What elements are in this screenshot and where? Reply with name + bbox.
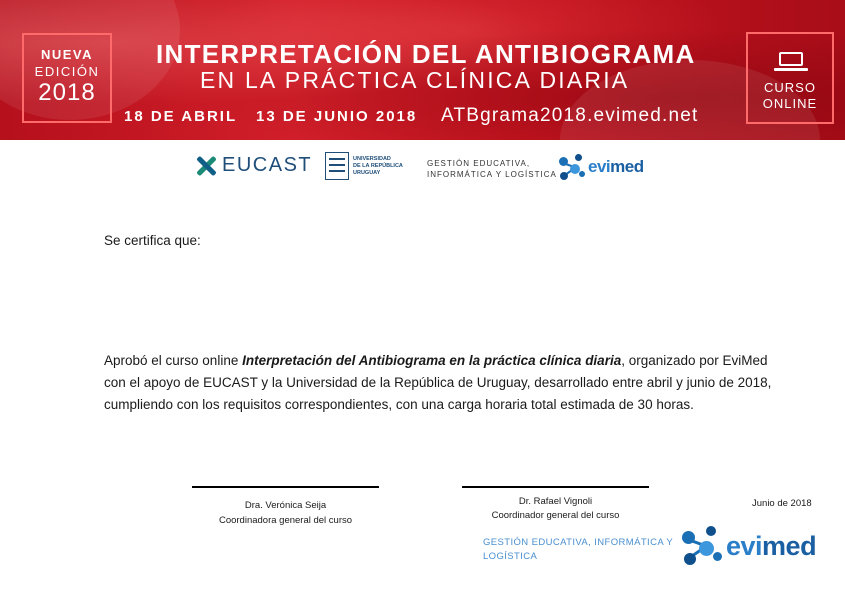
badge-line-2: EDICIÓN xyxy=(34,64,100,79)
gestion-line-2: INFORMÁTICA Y LOGÍSTICA xyxy=(427,170,557,179)
certify-intro: Se certifica que: xyxy=(104,233,201,248)
evimed-wordmark xyxy=(726,531,816,562)
evimed-wordmark-evi: evi xyxy=(726,530,763,561)
university-shield-icon xyxy=(325,152,349,180)
signature-line-2 xyxy=(462,486,649,488)
course-name: Interpretación del Antibiograma en la práctica clínica diaria xyxy=(242,353,622,368)
evimed-wordmark-med: med xyxy=(762,530,817,561)
udelar-logo xyxy=(325,152,403,180)
start-date: 18 DE ABRIL xyxy=(124,108,238,125)
online-course-badge xyxy=(746,32,834,124)
badge-line-1: NUEVA xyxy=(40,47,94,62)
laptop-base-icon xyxy=(774,68,808,71)
gestion-logo-text xyxy=(427,158,557,180)
molecule-icon xyxy=(680,524,724,568)
udelar-line-3: URUGUAY xyxy=(353,169,381,176)
online-badge-line-1: CURSO xyxy=(764,80,816,95)
evimed-logo-footer xyxy=(680,524,816,568)
molecule-icon xyxy=(557,152,587,182)
eucast-logo xyxy=(196,154,312,177)
eucast-wordmark: EUCAST xyxy=(222,154,313,176)
evimed-wordmark-evi: evi xyxy=(588,157,611,176)
laptop-icon xyxy=(779,52,803,66)
signatory-1-name: Dra. Verónica Seija xyxy=(244,500,327,511)
online-badge-line-2: ONLINE xyxy=(762,96,818,111)
certificate-body-part-1: Aprobó el curso online xyxy=(104,353,243,368)
end-date: 13 DE JUNIO 2018 xyxy=(256,108,418,125)
evimed-wordmark-med: med xyxy=(610,157,644,176)
course-title: INTERPRETACIÓN DEL ANTIBIOGRAMA xyxy=(156,39,696,69)
badge-year: 2018 xyxy=(38,79,96,106)
certificate-body-part-2: , organizado por EviMed con el apoyo de EUCAST y la Universidad de la República de Uruguay, desarrollado entre abril y junio de 2018, cumpliendo con los requisitos correspondientes, con una carga horaria total estimada de 30 horas. xyxy=(104,353,772,412)
issue-date: Junio de 2018 xyxy=(752,498,812,509)
signatory-2-name: Dr. Rafael Vignoli xyxy=(518,496,593,507)
evimed-logo-header xyxy=(557,152,644,182)
signature-line-1 xyxy=(192,486,379,488)
course-subtitle: EN LA PRÁCTICA CLÍNICA DIARIA xyxy=(200,67,630,93)
gestion-line-1: GESTIÓN EDUCATIVA, xyxy=(427,159,531,168)
signatory-1-role: Coordinadora general del curso xyxy=(218,515,353,526)
signatory-2-role: Coordinador general del curso xyxy=(491,510,620,521)
eucast-x-icon xyxy=(196,156,216,176)
evimed-wordmark xyxy=(588,157,644,177)
certificate-body xyxy=(104,350,784,416)
udelar-line-1: UNIVERSIDAD xyxy=(353,155,391,162)
course-website: ATBgrama2018.evimed.net xyxy=(441,105,699,126)
udelar-line-2: DE LA REPÚBLICA xyxy=(353,162,403,169)
course-banner xyxy=(0,0,845,140)
new-edition-badge xyxy=(22,33,112,123)
footer-gestion-text: GESTIÓN EDUCATIVA, INFORMÁTICA Y LOGÍSTICA xyxy=(483,537,673,562)
